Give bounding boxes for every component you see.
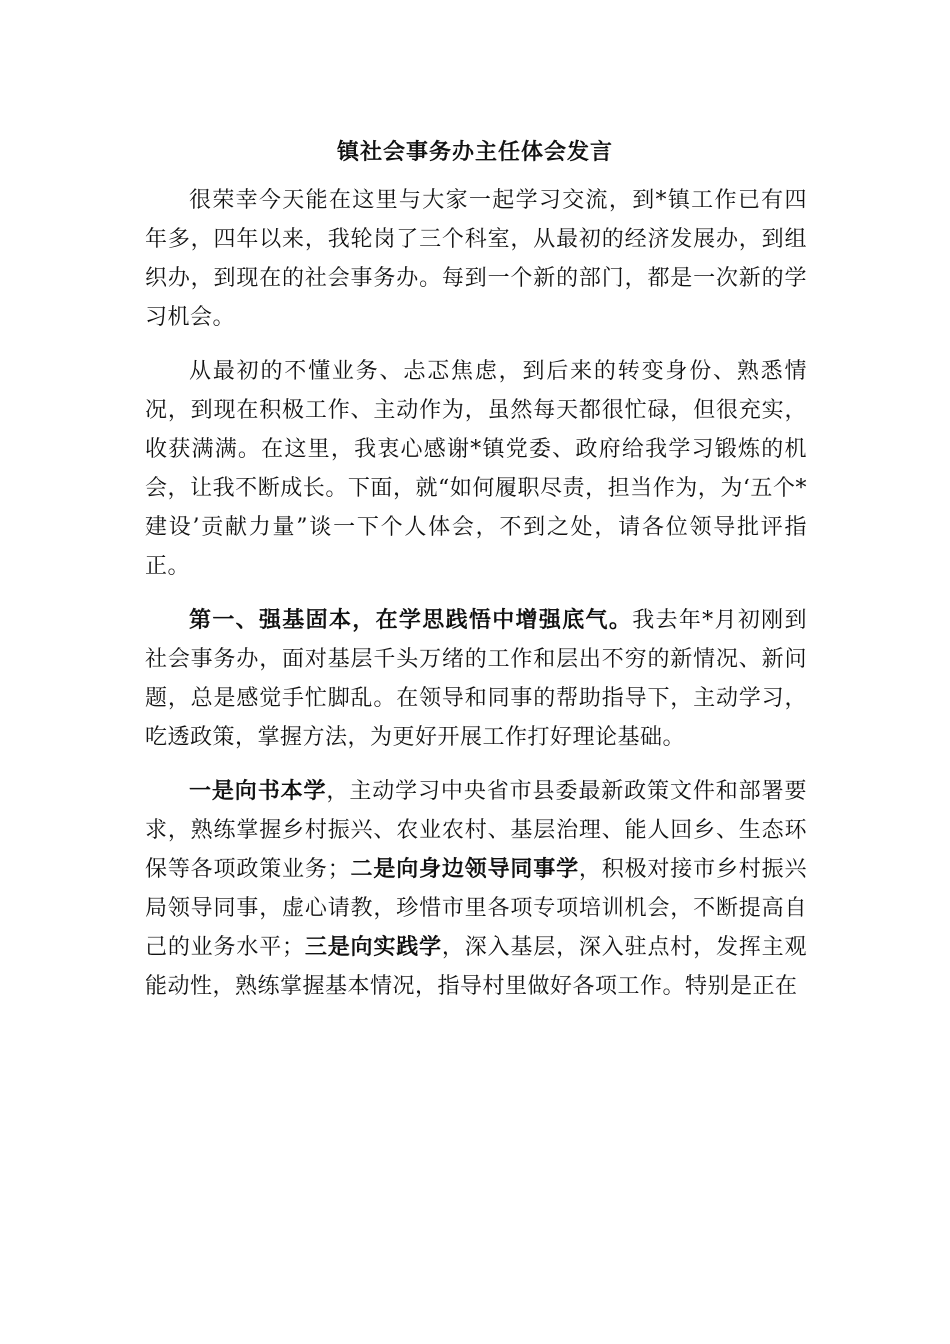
point-heading-one: 一是向书本学 — [189, 778, 327, 804]
paragraph-learning-methods — [145, 772, 807, 1006]
paragraph-text: 从最初的不懂业务、忐忑焦虑，到后来的转变身份、熟悉情况，到现在积极工作、主动作为，虽然每天都很忙碌，但很充实，收获满满。在这里，我衷心感谢*镇党委、政府给我学习锻炼的机会，让我不断成长。下面，就“如何履职尽责，担当作为，为‘五个*建设’贡献力量”谈一下个人体会，不到之处，请各位领导批评指正。 — [145, 359, 807, 579]
paragraph-thanks — [145, 352, 807, 586]
paragraph-text: ，主动学习中央省市县委最新政策文件和部署要求，熟练掌握乡村振兴、农业农村、基层治理、能人回乡、生态环保等各项政策业务； — [145, 779, 807, 882]
paragraph-text: ，深入基层，深入驻点村，发挥主观能动性，熟练掌握基本情况，指导村里做好各项工作。特别是正在 — [145, 935, 807, 999]
point-heading-two: 二是向身边领导同事学 — [350, 856, 579, 882]
point-heading-three: 三是向实践学 — [304, 934, 442, 960]
document-title: 镇社会事务办主任体会发言 — [336, 139, 613, 165]
paragraph-text: ，积极对接市乡村振兴局领导同事，虚心请教，珍惜市里各项专项培训机会，不断提高自己的业务水平； — [145, 857, 807, 960]
section-heading: 第一、强基固本，在学思践悟中增强底气。 — [189, 607, 633, 633]
paragraph-text: 我去年*月初刚到社会事务办，面对基层千头万绪的工作和层出不穷的新情况、新问题，总是感觉手忙脚乱。在领导和同事的帮助指导下，主动学习，吃透政策，掌握方法，为更好开展工作打好理论基础。 — [145, 608, 807, 750]
document-body — [145, 181, 807, 1021]
paragraph-text: 很荣幸今天能在这里与大家一起学习交流，到*镇工作已有四年多，四年以来，我轮岗了三个科室，从最初的经济发展办，到组织办，到现在的社会事务办。每到一个新的部门，都是一次新的学习机会。 — [145, 188, 807, 330]
paragraph-section-one — [145, 601, 807, 757]
paragraph-intro — [145, 181, 807, 337]
